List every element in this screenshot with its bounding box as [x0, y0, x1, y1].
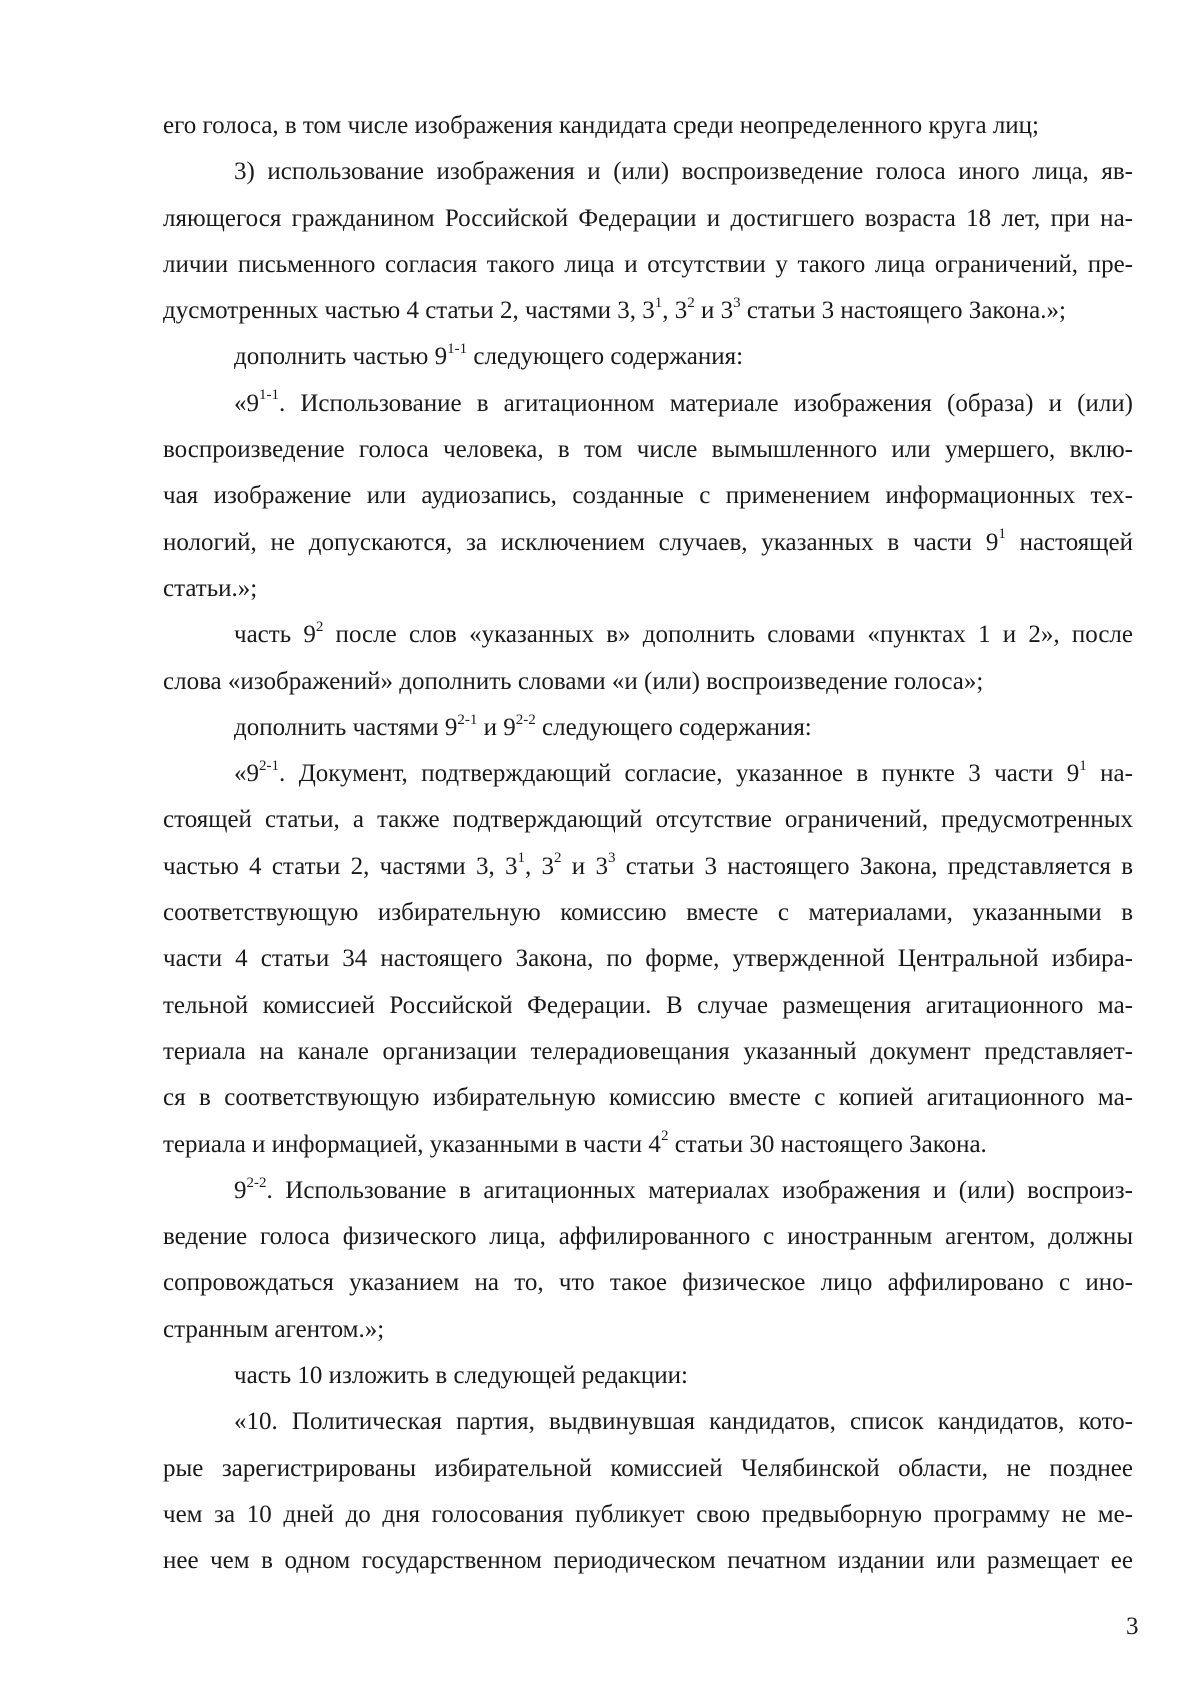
- text-line: [163, 473, 1133, 519]
- superscript-index: 3: [733, 294, 741, 311]
- text-segment: статьи 30 настоящего Закона.: [668, 1130, 987, 1158]
- text-segment: и 3: [694, 297, 734, 325]
- superscript-index: 2: [315, 618, 324, 635]
- superscript-index: 1: [517, 850, 525, 867]
- text-line: [163, 1214, 1133, 1260]
- text-line: [163, 1122, 1133, 1168]
- text-segment: воспроизведение голоса человека, в том числе вымышленного или умершего, вклю-: [163, 436, 1133, 464]
- text-line: [163, 1446, 1133, 1492]
- text-segment: 3) использование изображения и (или) воспроизведение голоса иного лица, яв-: [234, 158, 1133, 186]
- text-segment: . Использование в агитационном материале изображения (образа) и (или): [279, 389, 1133, 417]
- superscript-index: 2-2: [515, 711, 536, 728]
- superscript-index: 2-1: [259, 757, 279, 774]
- text-line: [163, 334, 1133, 380]
- text-segment: статьи.»;: [163, 574, 258, 602]
- text-line: [163, 149, 1133, 195]
- text-segment: статьи 3 настоящего Закона, представляется в: [615, 852, 1134, 880]
- text-segment: дополнить частью 9: [234, 343, 448, 371]
- text-segment: и 3: [561, 852, 608, 880]
- text-segment: териала на канале организации телерадиовещания указанный документ представляет-: [163, 1037, 1133, 1065]
- text-segment: его голоса, в том числе изображения кандидата среди неопределенного круга лиц;: [163, 112, 1040, 139]
- text-line: [163, 705, 1133, 751]
- text-segment: настоящей: [1005, 528, 1133, 556]
- text-segment: «9: [234, 760, 259, 788]
- text-segment: ведение голоса физического лица, аффилированного с иностранным агентом, должны: [163, 1223, 1133, 1251]
- text-segment: статьи 3 настоящего Закона.»;: [740, 297, 1066, 325]
- text-segment: , 3: [662, 297, 688, 325]
- text-line: [163, 1307, 1133, 1353]
- text-segment: нее чем в одном государственном периодическом печатном издании или размещает ее: [163, 1547, 1133, 1575]
- text-segment: 9: [234, 1176, 247, 1204]
- text-line: [163, 1538, 1133, 1584]
- text-segment: странным агентом.»;: [163, 1315, 385, 1343]
- text-line: [163, 427, 1133, 473]
- text-segment: после слов «указанных в» дополнить словами «пунктах 1 и 2», после: [323, 621, 1133, 649]
- text-line: [163, 1399, 1133, 1445]
- text-line: [163, 797, 1133, 843]
- text-segment: соответствующую избирательную комиссию вместе с материалами, указанными в: [163, 899, 1133, 927]
- text-line: [163, 1075, 1133, 1121]
- text-segment: следующего содержания:: [467, 343, 744, 371]
- text-line: [163, 1492, 1133, 1538]
- text-segment: ляющегося гражданином Российской Федерации и достигшего возраста 18 лет, при на-: [163, 204, 1133, 232]
- text-line: [163, 1168, 1133, 1214]
- text-line: [163, 936, 1133, 982]
- superscript-index: 2: [554, 850, 562, 867]
- text-segment: . Использование в агитационных материалах изображения и (или) воспроиз-: [266, 1176, 1133, 1204]
- superscript-index: 2: [687, 294, 695, 311]
- text-line: [163, 983, 1133, 1029]
- text-segment: чая изображение или аудиозапись, созданные с применением информационных тех-: [163, 482, 1133, 510]
- text-segment: личии письменного согласия такого лица и отсутствии у такого лица ограничений, пре-: [163, 250, 1133, 278]
- text-line: [163, 612, 1133, 658]
- text-segment: «9: [234, 389, 259, 417]
- text-line: [163, 288, 1133, 334]
- text-segment: , 3: [525, 852, 555, 880]
- text-segment: . Документ, подтверждающий согласие, указанное в пункте 3 части 9: [279, 760, 1080, 788]
- text-line: [163, 659, 1133, 705]
- text-line: [163, 751, 1133, 797]
- text-segment: и 9: [477, 713, 516, 741]
- text-segment: часть 9: [234, 621, 316, 649]
- superscript-index: 1-1: [447, 341, 468, 358]
- text-line: [163, 566, 1133, 612]
- text-line: [163, 1260, 1133, 1306]
- superscript-index: 3: [607, 850, 616, 867]
- text-line: [163, 381, 1133, 427]
- text-segment: части 4 статьи 34 настоящего Закона, по форме, утвержденной Центральной избира-: [163, 945, 1133, 973]
- text-line: [163, 1029, 1133, 1075]
- superscript-index: 2-1: [457, 711, 478, 728]
- text-segment: слова «изображений» дополнить словами «и (или) воспроизведение голоса»;: [163, 667, 984, 695]
- text-segment: следующего содержания:: [535, 713, 812, 741]
- text-segment: часть 10 изложить в следующей редакции:: [234, 1362, 689, 1390]
- page-number: 3: [1126, 1613, 1139, 1640]
- text-segment: чем за 10 дней до дня голосования публикует свою предвыборную программу не ме-: [163, 1500, 1133, 1528]
- text-segment: дусмотренных частью 4 статьи 2, частями 3, 3: [163, 297, 655, 325]
- text-segment: тельной комиссией Российской Федерации. В случае размещения агитационного ма-: [163, 991, 1133, 1019]
- text-line: [163, 103, 1133, 149]
- text-line: [163, 520, 1133, 566]
- text-segment: частью 4 статьи 2, частями 3, 3: [163, 852, 518, 880]
- document-body: [163, 103, 1133, 1585]
- text-segment: стоящей статьи, а также подтверждающий отсутствие ограничений, предусмотренных: [163, 806, 1133, 834]
- text-line: [163, 196, 1133, 242]
- text-line: [163, 844, 1133, 890]
- text-line: [163, 1353, 1133, 1399]
- superscript-index: 2-2: [246, 1174, 267, 1191]
- text-line: [163, 242, 1133, 288]
- text-segment: «10. Политическая партия, выдвинувшая кандидатов, список кандидатов, кото-: [234, 1408, 1133, 1436]
- superscript-index: 1: [1079, 757, 1087, 774]
- text-segment: нологий, не допускаются, за исключением случаев, указанных в части 9: [163, 528, 999, 556]
- text-line: [163, 890, 1133, 936]
- superscript-index: 1: [654, 294, 663, 311]
- text-segment: рые зарегистрированы избирательной комиссией Челябинской области, не позднее: [163, 1454, 1133, 1482]
- text-segment: на-: [1086, 760, 1133, 788]
- text-segment: териала и информацией, указанными в части 4: [163, 1130, 661, 1158]
- text-segment: ся в соответствующую избирательную комиссию вместе с копией агитационного ма-: [163, 1084, 1133, 1112]
- superscript-index: 2: [660, 1128, 669, 1145]
- text-segment: дополнить частями 9: [234, 713, 458, 741]
- text-segment: сопровождаться указанием на то, что такое физическое лицо аффилировано с ино-: [163, 1269, 1133, 1297]
- superscript-index: 1-1: [259, 387, 279, 404]
- superscript-index: 1: [998, 526, 1006, 543]
